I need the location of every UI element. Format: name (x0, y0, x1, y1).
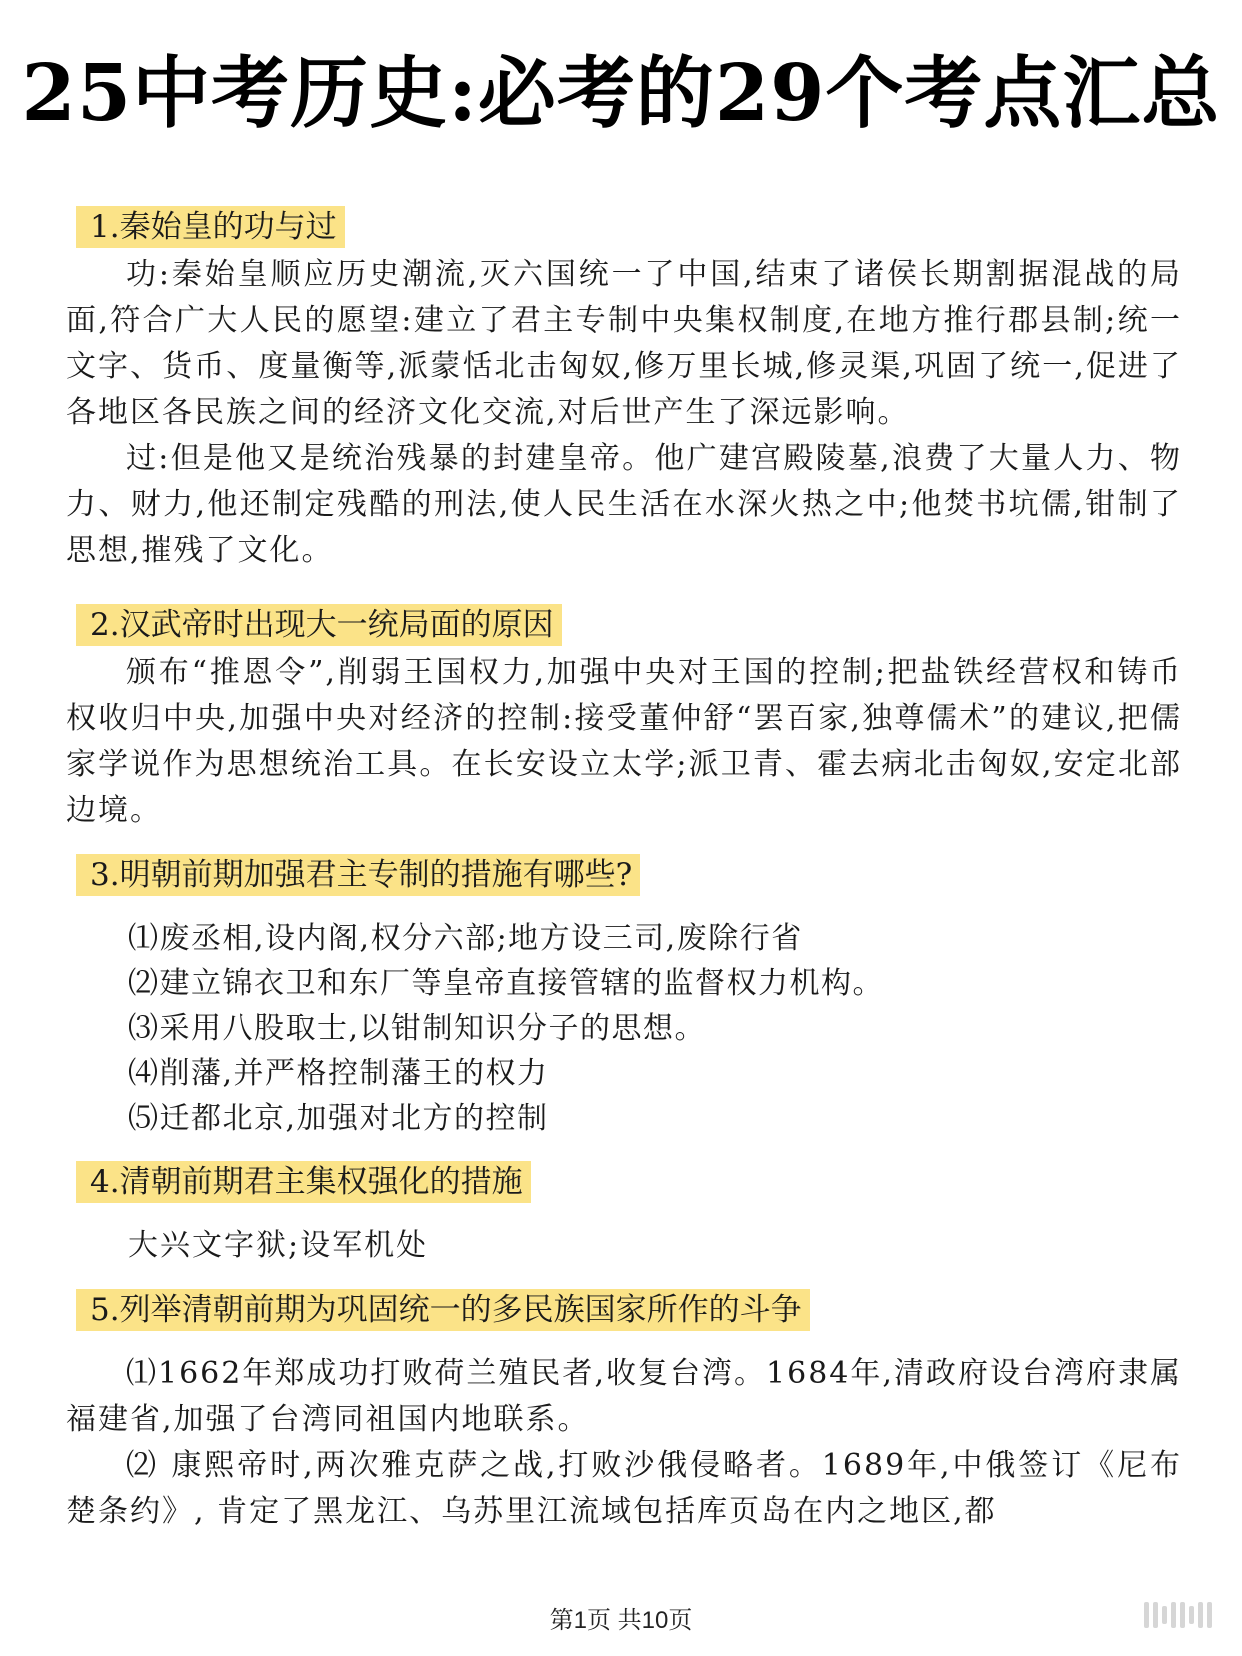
list-item: ⑷削藩,并严格控制藩王的权力 (128, 1056, 549, 1091)
list-item: ⑶采用八股取士,以钳制知识分子的思想。 (128, 1011, 707, 1046)
document-body (66, 206, 1182, 1535)
paragraph: 大兴文字狱;设军机处 (128, 1228, 429, 1263)
section-heading: 4.清朝前期君主集权强化的措施 (76, 1161, 531, 1203)
list-item: ⑸迁都北京,加强对北方的控制 (128, 1101, 549, 1136)
section-1 (66, 206, 1182, 574)
paragraph: 功:秦始皇顺应历史潮流,灭六国统一了中国,结束了诸侯长期割据混战的局面,符合广大人民的愿望:建立了君主专制中央集权制度,在地方推行郡县制;统一文字、货币、度量衡等,派蒙恬北击匈奴,修万里长城,修灵渠,巩固了统一,促进了各地区各民族之间的经济文化交流,对后世产生了深远影响。 (66, 257, 1182, 430)
paragraph: 颁布“推恩令”,削弱王国权力,加强中央对王国的控制;把盐铁经营权和铸币权收归中央,加强中央对经济的控制:接受董仲舒“罢百家,独尊儒术”的建议,把儒家学说作为思想统治工具。在长安设立太学;派卫青、霍去病北击匈奴,安定北部边境。 (66, 655, 1182, 828)
paragraph: 过:但是他又是统治残暴的封建皇帝。他广建宫殿陵墓,浪费了大量人力、物力、财力,他还制定残酷的刑法,使人民生活在水深火热之中;他焚书坑儒,钳制了思想,摧残了文化。 (66, 441, 1182, 568)
list-item: ⑴废丞相,设内阁,权分六部;地方设三司,废除行省 (128, 921, 803, 956)
list-item: ⑵建立锦衣卫和东厂等皇帝直接管辖的监督权力机构。 (128, 966, 884, 1001)
section-3 (66, 854, 1182, 1141)
section-2 (66, 604, 1182, 834)
section-4 (66, 1161, 1182, 1269)
page-title: 25中考历史:必考的29个考点汇总 (21, 48, 1221, 139)
page-number: 第1页 共10页 (549, 1607, 693, 1634)
section-heading: 1.秦始皇的功与过 (76, 206, 345, 248)
watermark-logo (1144, 1598, 1212, 1632)
section-heading: 2.汉武帝时出现大一统局面的原因 (76, 604, 562, 646)
section-heading: 3.明朝前期加强君主专制的措施有哪些? (76, 854, 640, 896)
section-heading: 5.列举清朝前期为巩固统一的多民族国家所作的斗争 (76, 1289, 810, 1331)
paragraph: ⑴1662年郑成功打败荷兰殖民者,收复台湾。1684年,清政府设台湾府隶属福建省,加强了台湾同祖国内地联系。 (66, 1356, 1182, 1437)
section-5 (66, 1289, 1182, 1535)
paragraph: ⑵ 康熙帝时,两次雅克萨之战,打败沙俄侵略者。1689年,中俄签订《尼布楚条约》, 肯定了黑龙江、乌苏里江流域包括库页岛在内之地区,都 (66, 1448, 1182, 1529)
